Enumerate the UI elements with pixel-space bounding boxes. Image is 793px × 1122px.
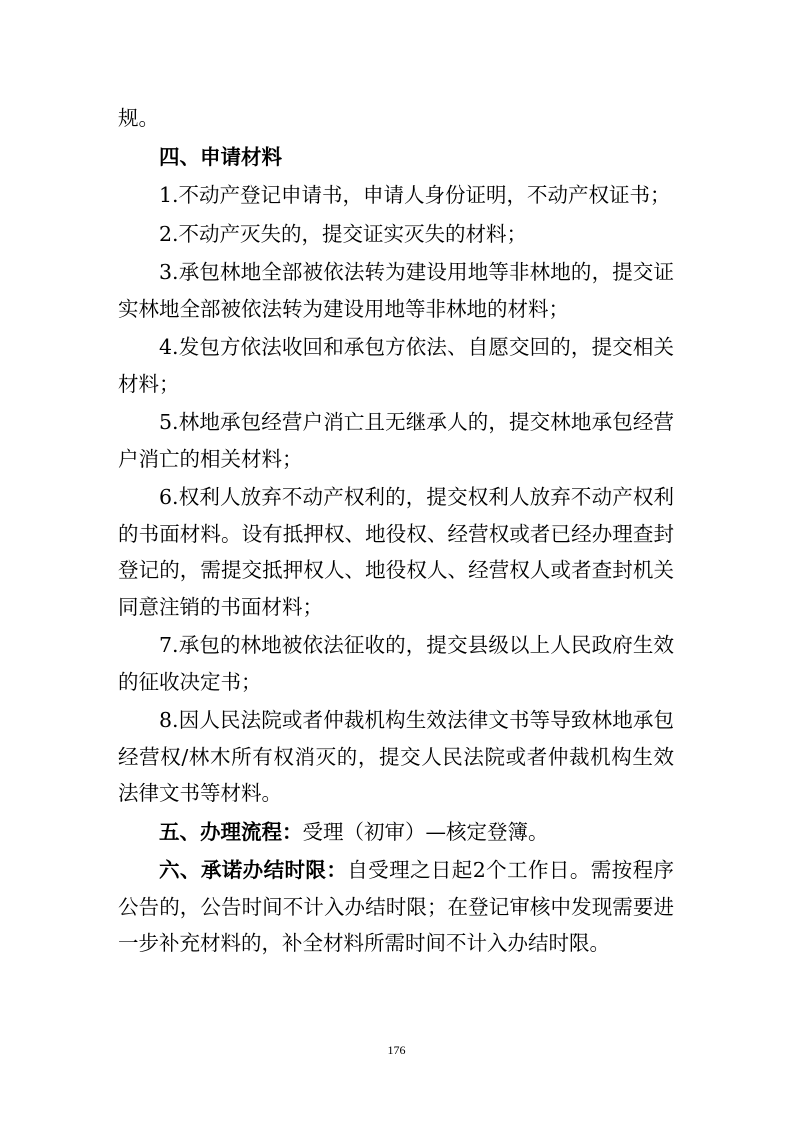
list-item: 3.承包林地全部被依法转为建设用地等非林地的，提交证实林地全部被依法转为建设用地等非林地的材料； [118,260,674,321]
section-4-heading: 四、申请材料 [159,144,282,169]
document-body [118,100,674,964]
continuation-text: 规。 [118,106,159,130]
section-5-paragraph [118,814,674,851]
list-item: 2.不动产灭失的，提交证实灭失的材料； [159,221,528,246]
list-item: 4.发包方依法收回和承包方依法、自愿交回的，提交相关材料； [118,335,674,396]
list-item: 7.承包的林地被依法征收的，提交县级以上人民政府生效的征收决定书； [118,633,674,694]
section-6-paragraph [118,852,674,962]
page-number: 176 [387,1043,406,1057]
list-item: 5.林地承包经营户消亡且无继承人的，提交林地承包经营户消亡的相关材料； [118,410,674,471]
list-item: 1.不动产登记申请书，申请人身份证明，不动产权证书； [159,183,671,207]
section-6-heading: 六、承诺办结时限： [159,858,348,882]
section-6-text: 自受理之日起2个工作日。需按程序公告的，公告时间不计入办结时限；在登记审核中发现需要进一步补充材料的，补全材料所需时间不计入办结时限。 [118,858,674,955]
list-item: 8.因人民法院或者仲裁机构生效法律文书等导致林地承包经营权/林木所有权消灭的，提交人民法院或者仲裁机构生效法律文书等材料。 [118,708,674,805]
list-item: 6.权利人放弃不动产权利的，提交权利人放弃不动产权利的书面材料。设有抵押权、地役权、经营权或者已经办理查封登记的，需提交抵押权人、地役权人、经营权人或者查封机关同意注销的书面材料； [118,485,674,619]
section-5-text: 受理（初审）—核定登簿。 [302,819,549,844]
section-5-heading: 五、办理流程： [159,819,303,844]
